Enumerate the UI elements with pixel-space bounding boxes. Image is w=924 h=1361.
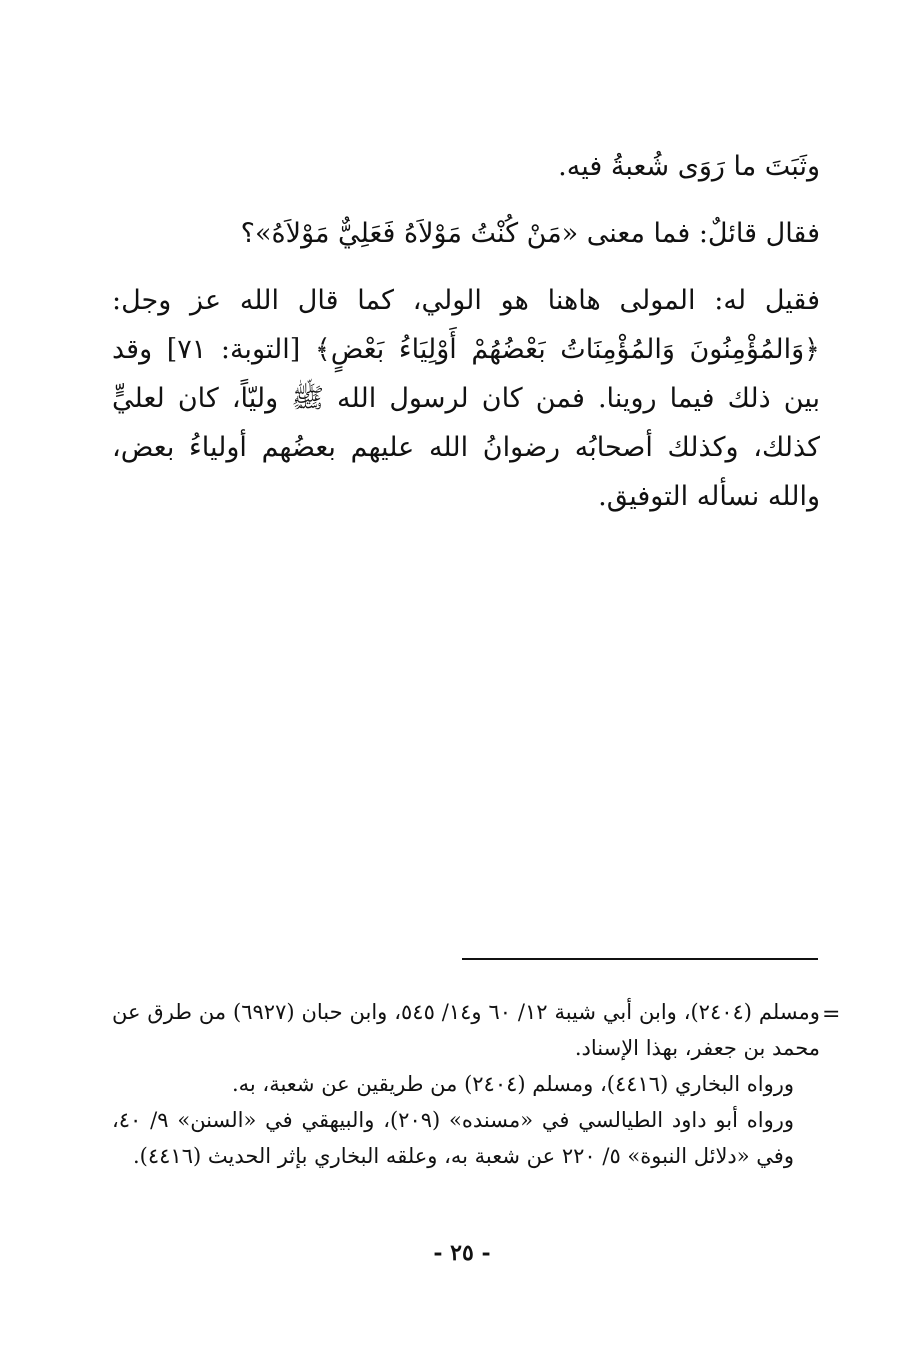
footnote-3: ورواه أبو داود الطيالسي في «مسنده» (٢٠٩)، والبيهقي في «السنن» ٩/ ٤٠، وفي «دلائل النبوة» ٥/ ٢٢٠ عن شعبة به، وعلقه البخاري بإثر الحديث (٤٤١٦). [112,1108,795,1168]
paragraph-2: فقال قائلٌ: فما معنى «مَنْ كُنْتُ مَوْلاَهُ فَعَلِيٌّ مَوْلاَهُ»؟ [240,218,820,249]
main-text [112,142,820,521]
footnote-separator [462,958,818,960]
page-number: - ٢٥ - [433,1240,491,1266]
footnotes [112,994,820,1174]
paragraph-1: وثَبَتَ ما رَوَى شُعبةُ فيه. [558,151,820,182]
footnote-2: ورواه البخاري (٤٤١٦)، ومسلم (٢٤٠٤) من طريقين عن شعبة، به. [231,1072,794,1096]
paragraph-3: فقيل له: المولى هاهنا هو الولي، كما قال الله عز وجل: ﴿وَالمُؤْمِنُونَ وَالمُؤْمِنَاتُ بَعْضُهُمْ أَوْلِيَاءُ بَعْضٍ﴾ [التوبة: ٧١] وقد بين ذلك فيما روينا. فمن كان لرسول الله ﷺ وليّاً، كان لعليٍّ كذلك، وكذلك أصحابُه رضوانُ الله عليهم بعضُهم أولياءُ بعض، والله نسأله التوفيق. [112,285,820,512]
footnote-continuation-mark: = [822,1002,841,1027]
footnote-1: ومسلم (٢٤٠٤)، وابن أبي شيبة ١٢/ ٦٠ و١٤/ ٥٤٥، وابن حبان (٦٩٢٧) من طرق عن محمد بن جعفر، بهذا الإسناد. [112,1000,820,1060]
